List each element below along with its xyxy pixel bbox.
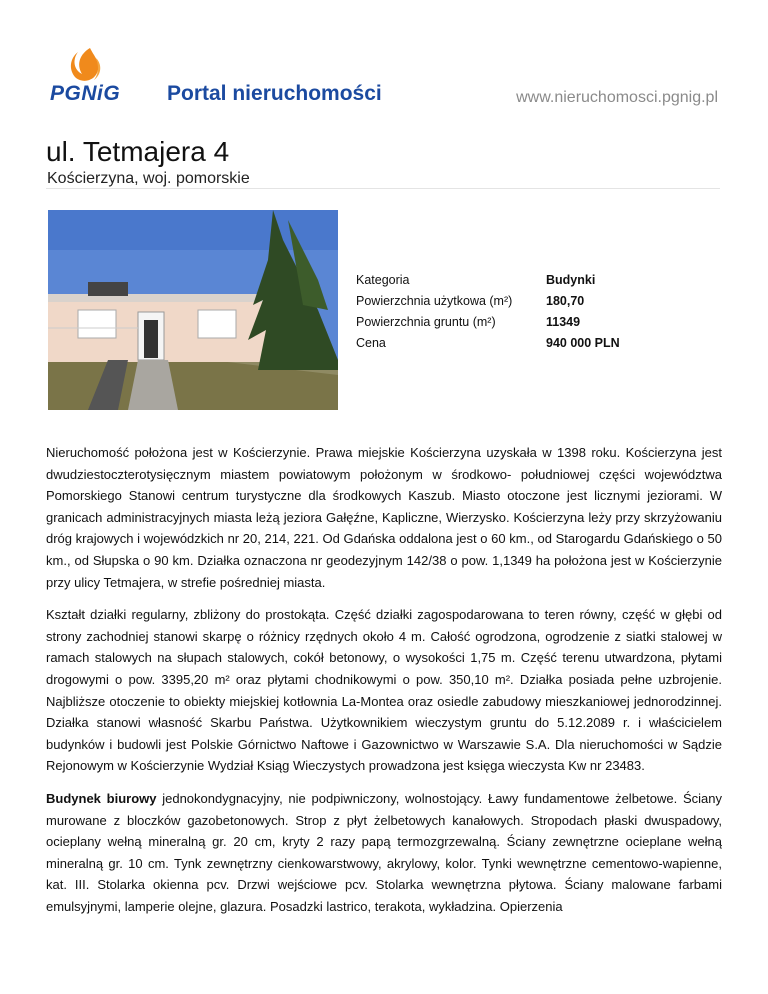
property-value: 11349 bbox=[546, 314, 581, 329]
description-paragraph: Nieruchomość położona jest w Kościerzynie. Prawa miejskie Kościerzyna uzyskała w 1398 roku. Kościerzyna jest dwudziestoczterotysięcznym miastem powiatowym położonym w środkowo- południowej części województwa Pomorskiego Stanowi centrum turystyczne dla środkowych Kaszub. Miasto otoczone jest licznymi jeziorami. W granicach administracyjnych miasta leżą jeziora Gałęźne, Kapliczne, Wierzysko. Kościerzyna leży przy skrzyżowaniu dróg krajowych i wojewódzkich nr 20, 214, 221. Od Gdańska oddalona jest o 60 km., od Starogardu Gdańskiego o 50 km., od Słupska o 90 km. Działka oznaczona nr geodezyjnym 142/38 o pow. 1,1349 ha położona jest w Kościerzynie przy ulicy Tetmajera, w strefie pośredniej miasta. bbox=[46, 445, 722, 590]
property-row bbox=[356, 269, 620, 290]
description-paragraph: Kształt działki regularny, zbliżony do prostokąta. Część działki zagospodarowana to teren równy, część w głębi od strony zachodniej stanowi skarpę o różnicy rzędnych około 4 m. Całość ogrodzona, ogrodzenie z siatki stalowej w ramach stalowych na słupach stalowych, cokół betonowy, o wysokości 1,75 m. Część terenu utwardzona, płytami drogowymi o pow. 3395,20 m² oraz płytami chodnikowymi o pow. 350,10 m². Działka posiada pełne uzbrojenie. Najbliższe otoczenie to obiekty miejskiej kotłownia La-Montea oraz osiedle zabudowy mieszkaniowej jednorodzinnej. Działka stanowi własność Skarbu Państwa. Użytkownikiem wieczystym gruntu do 5.12.2089 r. i właścicielem budynków i budowli jest Polskie Górnictwo Naftowe i Gazownictwo w Warszawie S.A. Dla nieruchomości w Sądzie Rejonowym w Kościerzynie Wydział Ksiąg Wieczystych prowadzona jest księga wieczysta Kw nr 23483. bbox=[46, 607, 722, 774]
property-details bbox=[356, 269, 620, 353]
title-divider bbox=[46, 188, 720, 189]
property-value: 180,70 bbox=[546, 293, 585, 308]
portal-url[interactable]: www.nieruchomosci.pgnig.pl bbox=[516, 89, 718, 106]
property-label: Powierzchnia gruntu (m²) bbox=[356, 314, 496, 329]
page-header bbox=[0, 0, 768, 120]
property-row bbox=[356, 332, 620, 353]
property-value: 940 000 PLN bbox=[546, 335, 620, 350]
property-label: Cena bbox=[356, 335, 386, 350]
property-label: Kategoria bbox=[356, 272, 410, 287]
description bbox=[46, 442, 722, 928]
property-photo bbox=[48, 210, 338, 410]
property-label: Powierzchnia użytkowa (m²) bbox=[356, 293, 513, 308]
property-row bbox=[356, 311, 620, 332]
brand-logo-text: PGNiG bbox=[50, 82, 121, 105]
listing-title: ul. Tetmajera 4 bbox=[46, 136, 230, 167]
portal-title: Portal nieruchomości bbox=[167, 82, 382, 105]
listing-location: Kościerzyna, woj. pomorskie bbox=[47, 170, 250, 187]
description-paragraph bbox=[46, 788, 722, 918]
property-value: Budynki bbox=[546, 272, 596, 287]
property-row bbox=[356, 290, 620, 311]
description-bold-lead: Budynek biurowy bbox=[46, 790, 157, 806]
description-text: jednokondygnacyjny, nie podpiwniczony, wolnostojący. Ławy fundamentowe żelbetowe. Ściany murowane z bloczków gazobetonowych. Strop z płyt żelbetowych kanałowych. Stropodach płaski dwuspadowy, ocieplany wełną mineralną gr. 20 cm, kryty 2 razy papą termozgrzewalną. Ściany zewnętrzne ocieplane wełną mineralną gr. 10 cm. Tynk zewnętrzny cienkowarstwowy, akrylowy, kolor. Tynki wewnętrzne cementowo-wapienne, kat. III. Stolarka okienna pcv. Drzwi wejściowe pcv. Stolarka wewnętrzna płytowa. Ściany malowane farbami emulsyjnymi, lamperie olejne, glazura. Posadzki lastrico, terakota, wykładzina. Opierzenia bbox=[46, 790, 722, 914]
